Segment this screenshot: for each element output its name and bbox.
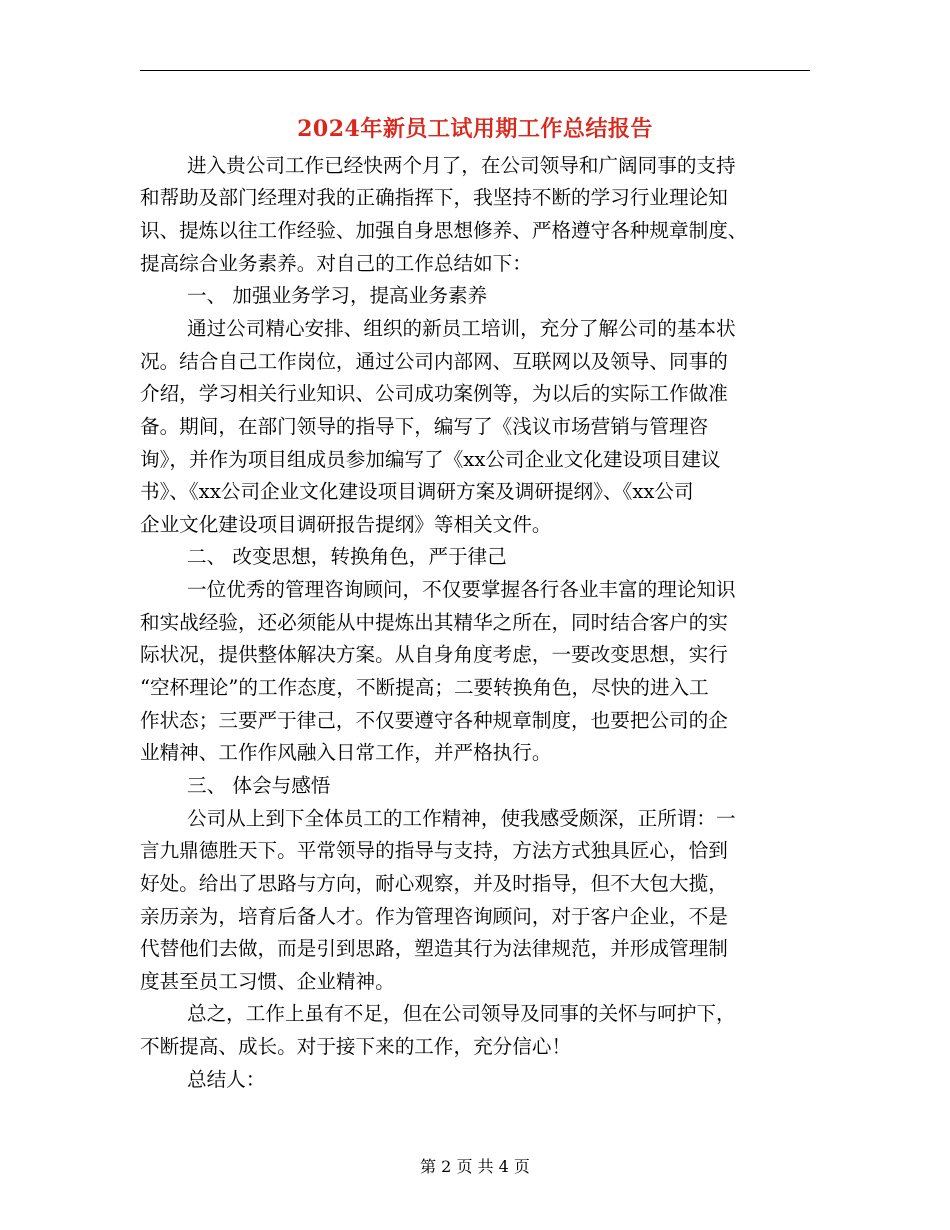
paragraph-line: 际状况，提供整体解决方案。从自身角度考虑，一要改变思想，实行	[140, 643, 728, 666]
signature-label: 总结人：	[187, 1068, 266, 1091]
paragraph-line: 作状态；三要严于律己，不仅要遵守各种规章制度，也要把公司的企	[140, 709, 728, 732]
page-number: 第 2 页 共 4 页	[420, 1157, 530, 1176]
document-title: 2024年新员工试用期工作总结报告	[297, 116, 653, 142]
paragraph-line: 通过公司精心安排、组织的新员工培训，充分了解公司的基本状	[187, 317, 736, 340]
paragraph-line: 和实战经验，还必须能从中提炼出其精华之所在，同时结合客户的实	[140, 611, 728, 634]
paragraph-line: 询》，并作为项目组成员参加编写了《xx公司企业文化建设项目建议	[140, 448, 721, 471]
paragraph-line: 总之，工作上虽有不足，但在公司领导及同事的关怀与呵护下，	[187, 1002, 736, 1025]
paragraph-line: 言九鼎德胜天下。平常领导的指导与支持，方法方式独具匠心，恰到	[140, 839, 728, 862]
paragraph-line: 况。结合自己工作岗位，通过公司内部网、互联网以及领导、同事的	[140, 350, 728, 373]
paragraph-line: 一位优秀的管理咨询顾问，不仅要掌握各行各业丰富的理论知识	[187, 578, 736, 601]
section-heading: 二、 改变思想，转换角色，严于律己	[187, 545, 507, 568]
paragraph-line: 识、提炼以往工作经验、加强自身思想修养、严格遵守各种规章制度、	[140, 219, 748, 242]
paragraph-line: 书》、《xx公司企业文化建设项目调研方案及调研提纲》、《xx公司	[140, 480, 694, 503]
paragraph-line: 企业文化建设项目调研报告提纲》等相关文件。	[140, 513, 552, 536]
paragraph-line: 度甚至员工习惯、企业精神。	[140, 970, 395, 993]
paragraph-line: 代替他们去做，而是引到思路，塑造其行为法律规范，并形成管理制	[140, 937, 728, 960]
section-heading: 三、 体会与感悟	[187, 774, 331, 797]
section-heading: 一、 加强业务学习，提高业务素养	[187, 284, 488, 307]
paragraph-line: 进入贵公司工作已经快两个月了，在公司领导和广阔同事的支持	[187, 154, 736, 177]
paragraph-line: 不断提高、成长。对于接下来的工作，充分信心！	[140, 1035, 572, 1058]
paragraph-line: 备。期间，在部门领导的指导下，编写了《浅议市场营销与管理咨	[140, 415, 709, 438]
paragraph-line: 亲历亲为，培育后备人才。作为管理咨询顾问，对于客户企业，不是	[140, 905, 728, 928]
paragraph-line: 好处。给出了思路与方向，耐心观察，并及时指导，但不大包大揽，	[140, 872, 728, 895]
paragraph-line: 和帮助及部门经理对我的正确指挥下，我坚持不断的学习行业理论知	[140, 186, 728, 209]
paragraph-line: 公司从上到下全体员工的工作精神，使我感受颇深，正所谓：一	[187, 807, 736, 830]
paragraph-line: “空杯理论”的工作态度，不断提高；二要转换角色，尽快的进入工	[140, 676, 709, 699]
header-rule	[140, 70, 810, 71]
paragraph-line: 提高综合业务素养。对自己的工作总结如下：	[140, 252, 532, 275]
paragraph-line: 业精神、工作作风融入日常工作，并严格执行。	[140, 741, 552, 764]
paragraph-line: 介绍，学习相关行业知识、公司成功案例等，为以后的实际工作做准	[140, 382, 728, 405]
